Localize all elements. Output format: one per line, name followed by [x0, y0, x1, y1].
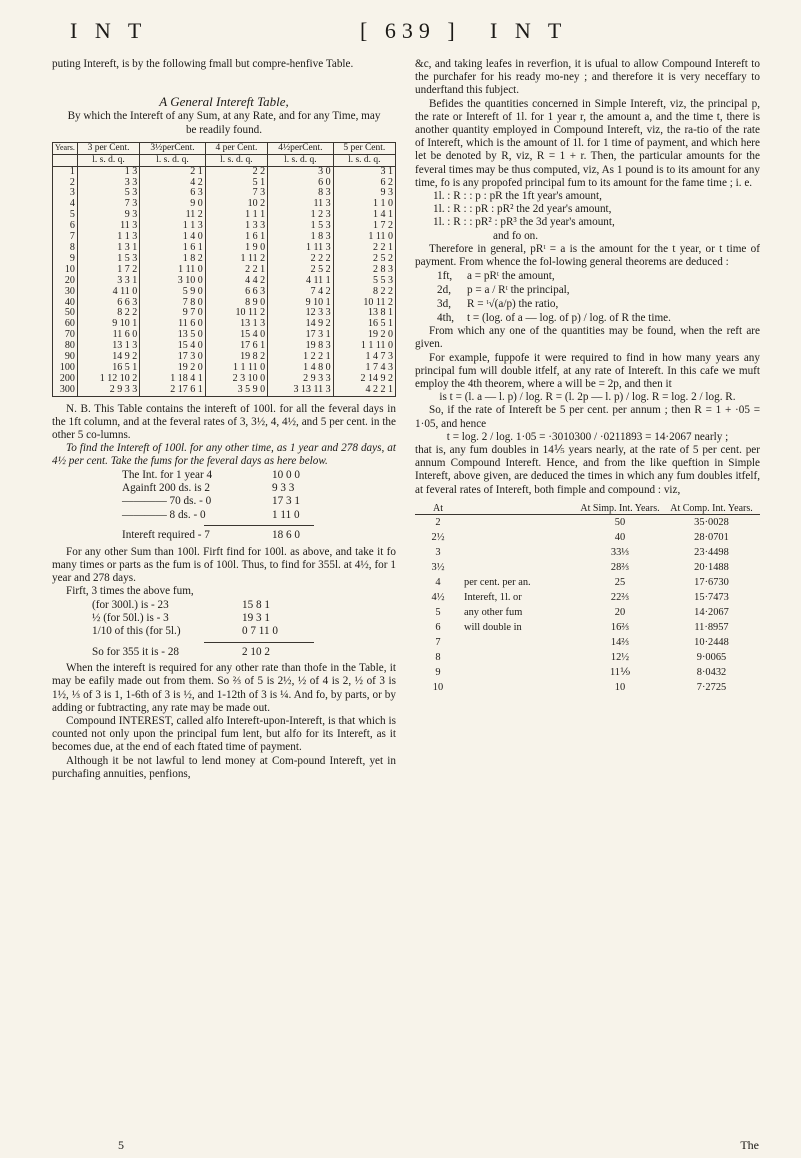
- signature-mark: 5: [118, 1138, 124, 1152]
- year-cell: 10: [53, 265, 78, 276]
- rate-cell: 9: [435, 666, 441, 678]
- value-cell: 12 3 3: [268, 308, 334, 319]
- value-cell: 4 2: [140, 178, 206, 189]
- value-cell: 1 2 3: [268, 210, 334, 221]
- value-cell: 2 17 6 1: [140, 385, 206, 396]
- header-rate-3: 3 per Cent.: [77, 142, 139, 154]
- year-cell: 90: [53, 352, 78, 363]
- simple-years-cell: 25: [614, 576, 626, 588]
- middle-cell: Intereft, 1l. or: [464, 591, 522, 603]
- doubling-row: [415, 605, 760, 620]
- value-cell: 1 4 1: [333, 210, 395, 221]
- value-cell: 4 11 0: [77, 287, 139, 298]
- value-cell: 1 1 3: [77, 232, 139, 243]
- doubling-row: [415, 514, 760, 530]
- table-row: [53, 276, 396, 287]
- sum-line: The Int. for 1 year 4 10 0 0: [122, 468, 300, 481]
- value-cell: 11 6 0: [77, 330, 139, 341]
- header-rate-5: 5 per Cent.: [333, 142, 395, 154]
- doubling-row: [415, 575, 760, 590]
- table-row: [53, 319, 396, 330]
- table-row: [53, 188, 396, 199]
- simple-years-cell: 40: [614, 531, 626, 543]
- rate-cell: 8: [435, 651, 441, 663]
- value-cell: 2 2: [205, 166, 267, 177]
- rate-cell: 6: [435, 621, 441, 633]
- parts-rule: [204, 642, 314, 643]
- compound-years-cell: 17·6730: [694, 576, 729, 588]
- compound-years-cell: 23·4498: [694, 546, 729, 558]
- value-cell: 1 1 0: [333, 199, 395, 210]
- value-cell: 5 1: [205, 178, 267, 189]
- nb-note: N. B. This Table contains the intereft of 100l. for all the feveral days in the 1ft column, and at the feveral rates of 3, 3½, 4, 4½, and 5 per cent. in the other 5 co-lumns.: [52, 402, 396, 442]
- other-rate-paragraph: When the intereft is required for any other rate than thofe in the Table, it may be eafily made out from them. So ⅔ of 5 is 2½, ½ of 4 is 2, ½ of 3 is 1½, ⅓ of 3 is 1, 1-6th of 3 is ½, and 1-12th of 3 is ¼. And fo, by parts, or by adding or fubtracting, any rate may be made out.: [52, 662, 396, 714]
- rate-cell: 3½: [431, 561, 445, 573]
- value-cell: 9 10 1: [77, 319, 139, 330]
- value-cell: 2 8 3: [333, 265, 395, 276]
- header-right-word: I N T: [490, 18, 568, 43]
- value-cell: 13 5 0: [140, 330, 206, 341]
- value-cell: 15 4 0: [140, 341, 206, 352]
- year-cell: 50: [53, 308, 78, 319]
- table-title: A General Intereft Table,: [159, 94, 289, 110]
- value-cell: 9 7 0: [140, 308, 206, 319]
- value-cell: 17 3 0: [140, 352, 206, 363]
- year-cell: 30: [53, 287, 78, 298]
- compound-definition: Compound INTEREST, called alfo Intereft-upon-Intereft, is that which is counted not only upon the principal fum lent, but alfo for its Intereft, as it becomes due, at the end of each ftated time of payment.: [52, 714, 396, 754]
- doubling-row: [415, 665, 760, 680]
- value-cell: 1 3: [77, 166, 139, 177]
- table-row: [53, 287, 396, 298]
- doubling-paragraph: that is, any fum doubles in 14⅕ years nearly, at the rate of 5 per cent. per annum Compound Intereft. Hence, and from the like queftion in Simple Intereft, above given, are deduced the times in which any fum doubles itfelf, at feveral rates of Intereft, both fimple and compound : viz,: [415, 444, 760, 496]
- table-row: [53, 330, 396, 341]
- rate-cell: 4½: [431, 591, 445, 603]
- catchword: The: [740, 1138, 759, 1152]
- middle-cell: [461, 530, 577, 545]
- year-cell: 80: [53, 341, 78, 352]
- ratio-line: 1l. : R : : pR : pR² the 2d year's amount,: [433, 203, 612, 216]
- value-cell: 3 0: [268, 166, 334, 177]
- table-row: [53, 221, 396, 232]
- table-unit-header: [53, 154, 396, 166]
- value-cell: 8 9 0: [205, 298, 267, 309]
- other-sum-paragraph: For any other Sum than 100l. Firft find for 100l. as above, and take it fo many times or parts as the fum is of 100l. Thus, to find for 355l. at 4½, for 1 year and 278 days.: [52, 545, 396, 585]
- part-line: ½ (for 50l.) is - 3 19 3 1: [92, 611, 270, 624]
- middle-cell: per cent. per an.: [464, 576, 531, 588]
- value-cell: 19 8 3: [268, 341, 334, 352]
- value-cell: 3 3: [77, 178, 139, 189]
- continuation-paragraph: &c, and taking leafes in reverfion, it is ufual to allow Compound Intereft to the purchafer for his ready mo-ney ; and therefore it is very neceffary to underftand this fubject.: [415, 58, 760, 97]
- value-cell: 16 5 1: [333, 319, 395, 330]
- compound-years-cell: 35·0028: [694, 516, 729, 528]
- value-cell: 1 1 11 0: [205, 363, 267, 374]
- compound-years-cell: 15·7473: [694, 591, 729, 603]
- unit-rate-5: l. s. d. q.: [333, 154, 395, 166]
- table-row: [53, 232, 396, 243]
- middle-cell: [461, 665, 577, 680]
- header-rate-4: 4 per Cent.: [205, 142, 267, 154]
- middle-cell: [461, 680, 577, 695]
- table-row: [53, 243, 396, 254]
- year-cell: 100: [53, 363, 78, 374]
- table-rate-header: [53, 142, 396, 154]
- middle-cell: [461, 635, 577, 650]
- unit-years: [53, 154, 78, 166]
- value-cell: 2 9 3 3: [77, 385, 139, 396]
- example-paragraph: For example, fuppofe it were required to find in how many years any principal fum will double itfelf, at any rate of Intereft. In this cafe we muft employ the 4th theorem, where a will be = 2p, and then it: [415, 351, 760, 391]
- rate-cell: 7: [435, 636, 441, 648]
- unit-rate-4: l. s. d. q.: [205, 154, 267, 166]
- value-cell: 14 9 2: [268, 319, 334, 330]
- value-cell: 17 3 1: [268, 330, 334, 341]
- value-cell: 8 3: [268, 188, 334, 199]
- value-cell: 1 5 3: [268, 221, 334, 232]
- value-cell: 11 6 0: [140, 319, 206, 330]
- header-simple: At Simp. Int. Years.: [577, 503, 663, 515]
- unit-rate-3: l. s. d. q.: [77, 154, 139, 166]
- value-cell: 4 2 2 1: [333, 385, 395, 396]
- table-row: [53, 210, 396, 221]
- sum-line: ———— 8 ds. - 0 1 11 0: [122, 508, 300, 521]
- year-cell: 8: [53, 243, 78, 254]
- value-cell: 19 8 2: [205, 352, 267, 363]
- table-row: [53, 374, 396, 385]
- value-cell: 3 1: [333, 166, 395, 177]
- simple-years-cell: 14⅔: [610, 636, 630, 648]
- value-cell: 9 10 1: [268, 298, 334, 309]
- table-row: [53, 385, 396, 396]
- year-cell: 3: [53, 188, 78, 199]
- running-header: [60, 18, 750, 54]
- table-row: [53, 265, 396, 276]
- value-cell: 1 7 2: [333, 221, 395, 232]
- value-cell: 3 5 9 0: [205, 385, 267, 396]
- theorems: [437, 269, 760, 325]
- value-cell: 2 2 1: [205, 265, 267, 276]
- value-cell: 16 5 1: [77, 363, 139, 374]
- doubling-row: [415, 560, 760, 575]
- year-cell: 300: [53, 385, 78, 396]
- value-cell: 1 4 0: [140, 232, 206, 243]
- example-heading: To find the Intereft of 100l. for any other time, as 1 year and 278 days, at 4½ per cent. Take the fums for the feveral days as here below.: [52, 442, 396, 468]
- value-cell: 1 6 1: [205, 232, 267, 243]
- unit-rate-4-5: l. s. d. q.: [268, 154, 334, 166]
- table-row: [53, 199, 396, 210]
- first-step: Firft, 3 times the above fum,: [66, 585, 194, 598]
- value-cell: 3 13 11 3: [268, 385, 334, 396]
- value-cell: 1 11 3: [268, 243, 334, 254]
- value-cell: 19 2 0: [333, 330, 395, 341]
- simple-years-cell: 20: [614, 606, 626, 618]
- value-cell: 14 9 2: [77, 352, 139, 363]
- value-cell: 6 6 3: [77, 298, 139, 309]
- rate-cell: 3: [435, 546, 441, 558]
- rate-cell: 5: [435, 606, 441, 618]
- table-row: [53, 178, 396, 189]
- value-cell: 7 3: [77, 199, 139, 210]
- value-cell: 1 2 2 1: [268, 352, 334, 363]
- value-cell: 13 1 3: [77, 341, 139, 352]
- doubling-row: [415, 620, 760, 635]
- value-cell: 7 3: [205, 188, 267, 199]
- compound-years-cell: 7·2725: [696, 681, 727, 693]
- table-row: [53, 166, 396, 177]
- value-cell: 1 18 4 1: [140, 374, 206, 385]
- value-cell: 6 2: [333, 178, 395, 189]
- table-subtitle: By which the Intereft of any Sum, at any Rate, and for any Time, may be readily found.: [67, 110, 381, 136]
- ratio-line: 1l. : R : : p : pR the 1ft year's amount,: [433, 190, 602, 203]
- value-cell: 1 4 7 3: [333, 352, 395, 363]
- value-cell: 1 9 0: [205, 243, 267, 254]
- value-cell: 10 11 2: [333, 298, 395, 309]
- found-paragraph: From which any one of the quantities may be found, when the reft are given.: [415, 325, 760, 351]
- simple-years-cell: 16⅔: [610, 621, 630, 633]
- year-cell: 7: [53, 232, 78, 243]
- simple-years-cell: 50: [614, 516, 626, 528]
- value-cell: 2 5 2: [268, 265, 334, 276]
- right-column: [415, 58, 760, 695]
- year-cell: 6: [53, 221, 78, 232]
- value-cell: 2 2 1: [333, 243, 395, 254]
- doubling-row: [415, 650, 760, 665]
- unit-rate-3-5: l. s. d. q.: [140, 154, 206, 166]
- value-cell: 11 2: [140, 210, 206, 221]
- year-cell: 60: [53, 319, 78, 330]
- rate-paragraph: So, if the rate of Intereft be 5 per cent. per annum ; then R = 1 + ·05 = 1·05, and hence: [415, 404, 760, 430]
- table-row: [53, 352, 396, 363]
- and-so-on: and fo on.: [493, 229, 539, 242]
- value-cell: 2 5 2: [333, 254, 395, 265]
- value-cell: 10 11 2: [205, 308, 267, 319]
- theorem-1: 1ft, a = pRᵗ the amount,: [437, 270, 555, 283]
- general-paragraph: Therefore in general, pRᵗ = a is the amount for the t year, or t time of payment. From whence the fol-lowing general theorems are deduced :: [415, 242, 760, 269]
- theorem-2: 2d, p = a / Rᵗ the principal,: [437, 284, 570, 297]
- rate-cell: 2: [435, 516, 441, 528]
- year-cell: 4: [53, 199, 78, 210]
- intro-paragraph: puting Intereft, is by the following fmall but compre-henfive Table.: [52, 58, 354, 70]
- year-cell: 20: [53, 276, 78, 287]
- simple-years-cell: 10: [614, 681, 626, 693]
- value-cell: 1 7 2: [77, 265, 139, 276]
- value-cell: 19 2 0: [140, 363, 206, 374]
- value-cell: 11 3: [77, 221, 139, 232]
- ratio-line: 1l. : R : : pR² : pR³ the 3d year's amount,: [433, 216, 615, 229]
- sum-rule: [204, 525, 314, 526]
- simple-years-cell: 33⅓: [610, 546, 630, 558]
- value-cell: 6 6 3: [205, 287, 267, 298]
- value-cell: 1 12 10 2: [77, 374, 139, 385]
- value-cell: 8 2 2: [77, 308, 139, 319]
- rate-cell: 10: [432, 681, 444, 693]
- doubling-row: [415, 635, 760, 650]
- sum-lines: [122, 469, 396, 523]
- value-cell: 1 3 1: [77, 243, 139, 254]
- value-cell: 7 8 0: [140, 298, 206, 309]
- middle-cell: will double in: [464, 621, 522, 633]
- value-cell: 5 5 3: [333, 276, 395, 287]
- value-cell: 6 0: [268, 178, 334, 189]
- value-cell: 5 3: [77, 188, 139, 199]
- value-cell: 1 8 2: [140, 254, 206, 265]
- value-cell: 4 4 2: [205, 276, 267, 287]
- sum-line: ———— 70 ds. - 0 17 3 1: [122, 495, 300, 508]
- compound-years-cell: 8·0432: [696, 666, 727, 678]
- value-cell: 2 2 2: [268, 254, 334, 265]
- theorem-4: 4th, t = (log. of a — log. of p) / log. of R the time.: [437, 312, 671, 325]
- middle-cell: [461, 514, 577, 530]
- value-cell: 9 0: [140, 199, 206, 210]
- part-line: (for 300l.) is - 23 15 8 1: [92, 598, 270, 611]
- required-line: Intereft required - 7 18 6 0: [122, 529, 300, 542]
- value-cell: 13 1 3: [205, 319, 267, 330]
- value-cell: 9 3: [333, 188, 395, 199]
- rate-cell: 2½: [431, 531, 445, 543]
- left-column: [52, 58, 396, 781]
- value-cell: 13 8 1: [333, 308, 395, 319]
- year-cell: 40: [53, 298, 78, 309]
- doubling-row: [415, 545, 760, 560]
- sum-line: Againft 200 ds. is 2 9 3 3: [122, 482, 295, 495]
- value-cell: 17 6 1: [205, 341, 267, 352]
- page-number: [ 639 ]: [360, 18, 461, 43]
- middle-cell: [461, 650, 577, 665]
- doubling-header: [415, 503, 760, 515]
- value-cell: 3 3 1: [77, 276, 139, 287]
- doubling-row: [415, 590, 760, 605]
- simple-years-cell: 28⅔: [610, 561, 630, 573]
- theorem-3: 3d, R = ᵗ√(a/p) the ratio,: [437, 298, 559, 311]
- table-row: [53, 308, 396, 319]
- value-cell: 1 7 4 3: [333, 363, 395, 374]
- compound-years-cell: 14·2067: [694, 606, 729, 618]
- header-left-word: I N T: [70, 18, 148, 43]
- value-cell: 1 6 1: [140, 243, 206, 254]
- part-lines: [92, 599, 396, 639]
- compound-years-cell: 10·2448: [694, 636, 729, 648]
- value-cell: 5 9 0: [140, 287, 206, 298]
- value-cell: 2 1: [140, 166, 206, 177]
- value-cell: 8 2 2: [333, 287, 395, 298]
- value-cell: 1 1 11 0: [333, 341, 395, 352]
- middle-cell: any other fum: [464, 606, 523, 618]
- although-paragraph: Although it be not lawful to lend money at Com-pound Intereft, yet in purchafing annuities, penfions,: [52, 754, 396, 780]
- year-cell: 1: [53, 166, 78, 177]
- general-interest-table: [52, 142, 396, 397]
- doubling-table: [415, 503, 760, 695]
- equation-1: is t = (l. a — l. p) / log. R = (l. 2p — l. p) / log. R = log. 2 / log. R.: [439, 391, 736, 404]
- value-cell: 7 4 2: [268, 287, 334, 298]
- equation-2: t = log. 2 / log. 1·05 = ·3010300 / ·0211893 = 14·2067 nearly ;: [446, 430, 729, 443]
- value-cell: 15 4 0: [205, 330, 267, 341]
- middle-cell: [461, 560, 577, 575]
- table-row: [53, 254, 396, 265]
- rate-cell: 4: [435, 576, 441, 588]
- compound-years-cell: 11·8957: [694, 621, 729, 633]
- value-cell: 1 3 3: [205, 221, 267, 232]
- doubling-row: [415, 530, 760, 545]
- value-cell: 1 4 8 0: [268, 363, 334, 374]
- quantities-paragraph: Befides the quantities concerned in Simple Intereft, viz, the principal p, the rate or Intereft of 1l. for 1 year r, the amount a, and the time t, there is another quantity employed in Compound Intereft, viz, the ra-tio of the rate of Intereft, which is the amount of 1l. for 1 time of payment, and which here let be denoted by R, viz, R = 1 + r. Then, the particular amounts for the feveral times may be thus computed, viz, As 1 pound is to its amount for any time, fo is any propofed principal fum to its amount for the fame time ; i. e.: [415, 97, 760, 189]
- value-cell: 1 11 2: [205, 254, 267, 265]
- value-cell: 6 3: [140, 188, 206, 199]
- value-cell: 11 3: [268, 199, 334, 210]
- simple-years-cell: 12½: [610, 651, 630, 663]
- value-cell: 2 14 9 2: [333, 374, 395, 385]
- value-cell: 1 11 0: [333, 232, 395, 243]
- simple-years-cell: 11⅑: [609, 666, 631, 678]
- value-cell: 1 1 3: [140, 221, 206, 232]
- value-cell: 9 3: [77, 210, 139, 221]
- table-row: [53, 298, 396, 309]
- value-cell: 10 2: [205, 199, 267, 210]
- year-cell: 200: [53, 374, 78, 385]
- value-cell: 1 5 3: [77, 254, 139, 265]
- compound-years-cell: 9·0065: [696, 651, 727, 663]
- value-cell: 1 11 0: [140, 265, 206, 276]
- doubling-row: [415, 680, 760, 695]
- value-cell: 1 8 3: [268, 232, 334, 243]
- part-line: 1/10 of this (for 5l.) 0 7 11 0: [92, 625, 278, 638]
- year-cell: 5: [53, 210, 78, 221]
- header-rate-4-5: 4½perCent.: [268, 142, 334, 154]
- value-cell: 1 1 1: [205, 210, 267, 221]
- header-rate-3-5: 3½perCent.: [140, 142, 206, 154]
- ratio-lines: [433, 190, 760, 243]
- year-cell: 2: [53, 178, 78, 189]
- header-years: Years.: [53, 142, 78, 154]
- header-compound: At Comp. Int. Years.: [663, 503, 760, 515]
- middle-cell: [461, 545, 577, 560]
- year-cell: 70: [53, 330, 78, 341]
- compound-years-cell: 28·0701: [694, 531, 729, 543]
- year-cell: 9: [53, 254, 78, 265]
- table-row: [53, 341, 396, 352]
- so-for-line: So for 355 it is - 28 2 10 2: [92, 645, 270, 658]
- value-cell: 2 3 10 0: [205, 374, 267, 385]
- value-cell: 2 9 3 3: [268, 374, 334, 385]
- value-cell: 3 10 0: [140, 276, 206, 287]
- compound-years-cell: 20·1488: [694, 561, 729, 573]
- value-cell: 4 11 1: [268, 276, 334, 287]
- simple-years-cell: 22⅔: [610, 591, 630, 603]
- header-at: At: [415, 503, 461, 515]
